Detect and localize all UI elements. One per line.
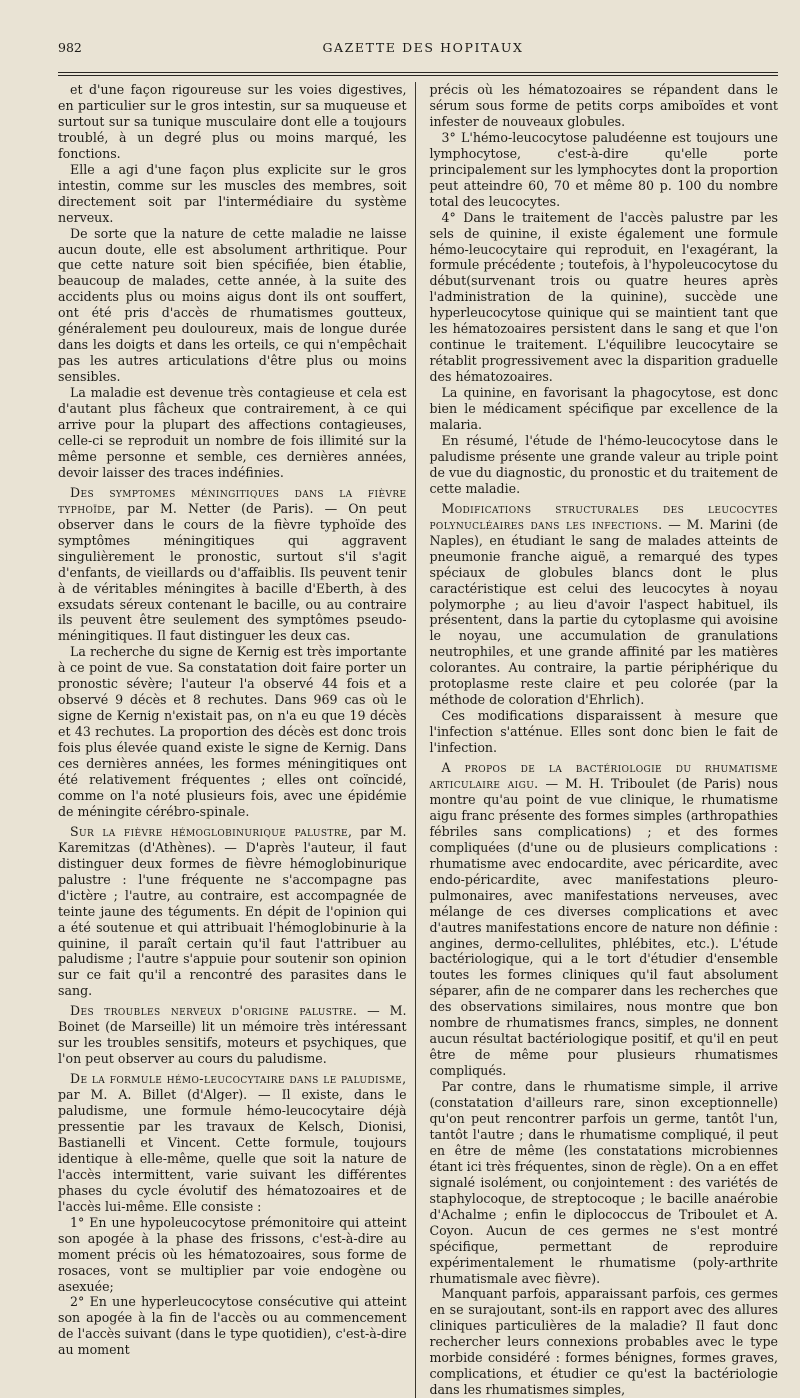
paragraph [58, 1294, 407, 1358]
paragraph [58, 385, 407, 481]
paragraph-text: — M. H. Triboulet (de Paris) nous montre qu'au point de vue clinique, le rhumatisme aigu franc présente des formes simples (arthropathies fébriles sans complications) ; et des formes compliquées (d'une ou de plusieurs complications : rhumatisme avec endocardite, avec péricardite, avec endo-péricardite, avec manifestations pleuro-pulmonaires, avec manifestations nerveuses, avec mélange de ces diverses complications et avec d'autres manifestations encore de nature non définie : angines, dermo-cellulites, phlébites, etc.). L'étude bactériologique, qui a le tort d'étudier d'ensemble toutes les formes cliniques qu'il faut absolument séparer, afin de ne comparer dans les recherches que des observations similaires, nous montre que bon nombre de rhumatismes francs, simples, ne donnent aucun résultat bactériologique positif, et qu'il en peut être de même pour plusieurs rhumatismes compliqués. [429, 775, 778, 1079]
paragraph-text: par M. A. Billet (d'Alger). — Il existe, dans le paludisme, une formule hémo-leucocytaire déjà pressentie par les travaux de Kelsch, Dionisi, Bastianelli et Vincent. Cette formule, toujours identique à elle-même, quelle que soit la nature de l'accès intermittent, varie suivant les différentes phases du cycle évolutif des hématozoaires et de l'accès lui-même. Elle consiste : [58, 1087, 407, 1214]
paragraph [58, 1003, 407, 1067]
paragraph [58, 226, 407, 386]
paragraph-text: par M. Karemitzas (d'Athènes). — D'après l'auteur, il faut distinguer deux formes de fièvre hémoglobinurique palustre : l'une fréquente ne s'accompagne pas d'ictère ; l'autre, au contraire, est accompagnée de teinte jaune des téguments. En dépit de l'opinion qui a été soutenue et qui attribuait l'hémoglobinurie à la quinine, il paraît certain qu'il faut l'attribuer au paludisme ; l'autre s'appuie pour soutenir son opinion sur ce fait qu'il a rencontré des parasites dans le sang. [58, 823, 407, 999]
paragraph [58, 485, 407, 645]
paragraph [58, 824, 407, 999]
paragraph [429, 385, 778, 433]
paragraph [429, 501, 778, 708]
paragraph-text: 1° En une hypoleucocytose prémonitoire qui atteint son apogée à la phase des frissons, c'est-à-dire au moment précis où les hématozoaires, sous forme de rosaces, vont se multiplier par voie endogène ou asexuée; [58, 1214, 407, 1294]
paragraph [58, 162, 407, 226]
journal-title: GAZETTE DES HOPITAUX [322, 40, 524, 55]
paragraph [429, 1286, 778, 1398]
paragraph [429, 760, 778, 1079]
paragraph-text: La quinine, en favorisant la phagocytose, est donc bien le médicament spécifique par excellence de la malaria. [429, 385, 778, 433]
paragraph-text: par M. Netter (de Paris). — On peut observer dans le cours de la fièvre typhoïde des symptômes méningitiques qui aggravent singulièrement le pronostic, surtout s'il s'agit d'enfants, de vieillards ou d'affaiblis. Ils peuvent tenir à de véritables méningites à bacille d'Eberth, à des exsudats séreux contenant le bacille, ou au contraire ils peuvent être seulement des symptômes pseudo-méningitiques. Il faut distinguer les deux cas. [58, 500, 407, 644]
paragraph-text: — M. Marini (de Naples), en étudiant le sang de malades atteints de pneumonie franche aiguë, a remarqué des types spéciaux de globules blancs dont le plus caractéristique est celui des leucocytes à noyau polymorphe ; au lieu d'avoir l'aspect habituel, ils présentent, dans la partie du cytoplasme qui avoisine le noyau, une accumulation de granulations neutrophiles, et une grande affinité par les matières colorantes. Au contraire, la partie périphérique du protoplasme reste claire et peu colorée (par la méthode de coloration d'Ehrlich). [429, 516, 778, 708]
running-header [58, 40, 778, 58]
left-column [58, 82, 407, 1398]
paragraph-text: La recherche du signe de Kernig est très importante à ce point de vue. Sa constatation doit faire porter un pronostic sévère; l'auteur l'a observé 44 fois et a observé 9 décès et 8 rechutes. Dans 969 cas où le signe de Kernig n'existait pas, on n'a eu que 19 décès et 43 rechutes. La proportion des décès est donc trois fois plus élevée quand existe le signe de Kernig. Dans ces dernières années, les formes méningitiques ont été relativement fréquentes ; elles ont coïncidé, comme on l'a noté plusieurs fois, avec une épidémie de méningite cérébro-spinale. [58, 644, 407, 819]
section-heading: Des troubles nerveux d'origine palustre. [70, 1003, 358, 1019]
section-heading: Sur la fièvre hémoglobinurique palustre, [70, 823, 353, 839]
paragraph [429, 433, 778, 497]
section-heading: De la formule hémo-leucocytaire dans le paludisme, [70, 1071, 407, 1087]
paragraph-text: 2° En une hyperleucocytose consécutive qui atteint son apogée à la fin de l'accès ou au commencement de l'accès suivant (dans le type quotidien), c'est-à-dire au moment [58, 1294, 407, 1358]
section-heading: Modifications structurales des leucocytes polynucléaires dans les infections. [429, 500, 778, 532]
paragraph-text: 3° L'hémo-leucocytose paludéenne est toujours une lymphocytose, c'est-à-dire qu'elle porte principalement sur les lymphocytes dont la proportion peut atteindre 60, 70 et même 80 p. 100 du nombre total des leucocytes. [429, 129, 778, 209]
paragraph [429, 708, 778, 756]
section-heading: Des symptomes méningitiques dans la fièvre typhoïde, [58, 484, 407, 516]
text-columns [58, 82, 778, 1398]
paragraph [58, 1215, 407, 1295]
paragraph-text: De sorte que la nature de cette maladie ne laisse aucun doute, elle est absolument arthritique. Pour que cette nature soit bien spécifiée, bien établie, beaucoup de malades, cette année, à la suite des accidents plus ou moins aigus dont ils ont souffert, ont été pris d'accès de rhumatismes goutteux, généralement peu douloureux, mais de longue durée dans les doigts et dans les orteils, ce qui n'empêchait pas les autres articulations d'être plus ou moins sensibles. [58, 225, 407, 385]
paragraph [429, 130, 778, 210]
right-column [429, 82, 778, 1398]
paragraph-text: En résumé, l'étude de l'hémo-leucocytose dans le paludisme présente une grande valeur au triple point de vue du diagnostic, du pronostic et du traitement de cette maladie. [429, 432, 778, 496]
paragraph-text: et d'une façon rigoureuse sur les voies digestives, en particulier sur le gros intestin, sur sa muqueuse et surtout sur sa tunique musculaire dont elle a toujours troublé, à un degré plus ou moins marqué, les fonctions. [58, 82, 407, 161]
section-heading: A propos de la bactériologie du rhumatisme articulaire aigu. [429, 760, 778, 791]
paragraph-text: — M. Boinet (de Marseille) lit un mémoire très intéressant sur les troubles sensitifs, moteurs et psychiques, que l'on peut observer au cours du paludisme. [58, 1003, 407, 1067]
paragraph-text: Manquant parfois, apparaissant parfois, ces germes en se surajoutant, sont-ils en rapport avec des allures cliniques particulières de la maladie? Il faut donc rechercher leurs connexions probables avec le type morbide considéré : formes bénignes, formes graves, complications, et étudier ce qu'est la bactériologie dans les rhumatismes simples, [429, 1286, 778, 1398]
paragraph-text: Ces modifications disparaissent à mesure que l'infection s'atténue. Elles sont donc bien le fait de l'infection. [429, 708, 778, 756]
header-rule [58, 72, 778, 76]
paragraph-text: Par contre, dans le rhumatisme simple, il arrive (constatation d'ailleurs rare, sinon exceptionnelle) qu'on peut rencontrer parfois un germe, tantôt l'un, tantôt l'autre ; dans le rhumatisme compliqué, il peut en être de même (les constatations microbiennes étant ici très fréquentes, sinon de règle). On a en effet signalé isolément, ou conjointement : des variétés de staphylocoque, de streptocoque ; le bacille anaérobie d'Achalme ; enfin le diplococcus de Triboulet et A. Coyon. Aucun de ces germes ne s'est montré spécifique, permettant de reproduire expérimentalement le rhumatisme (poly-arthrite rhumatismale avec fièvre). [429, 1079, 778, 1286]
paragraph [429, 82, 778, 130]
paragraph [429, 1079, 778, 1286]
paragraph [429, 210, 778, 385]
paragraph-text: La maladie est devenue très contagieuse et cela est d'autant plus fâcheux que contrairement, à ce qui arrive pour la plupart des affections contagieuses, celle-ci se reproduit un nombre de fois illimité sur la même personne et semble, ces dernières années, devoir laisser des traces indéfinies. [58, 385, 407, 480]
paragraph-text: 4° Dans le traitement de l'accès palustre par les sels de quinine, il existe également une formule hémo-leucocytaire qui reproduit, en l'exagérant, la formule précédente ; toutefois, à l'hypoleucocytose du début(survenant trois ou quatre heures après l'administration de la quinine), succède une hyperleucocytose quinique qui se maintient tant que les hématozoaires persistent dans le sang et que l'on continue le traitement. L'équilibre leucocytaire se rétablit progressivement avec la disparition graduelle des hématozoaires. [429, 209, 778, 385]
column-divider [415, 82, 430, 1398]
paragraph-text: précis où les hématozoaires se répandent dans le sérum sous forme de petits corps amiboïdes et vont infester de nouveaux globules. [429, 82, 778, 129]
paragraph [58, 644, 407, 819]
page-number: 982 [58, 40, 82, 55]
paragraph [58, 82, 407, 162]
paragraph-text: Elle a agi d'une façon plus explicite sur le gros intestin, comme sur les muscles des membres, soit directement soit par l'intermédiaire du système nerveux. [58, 161, 407, 225]
